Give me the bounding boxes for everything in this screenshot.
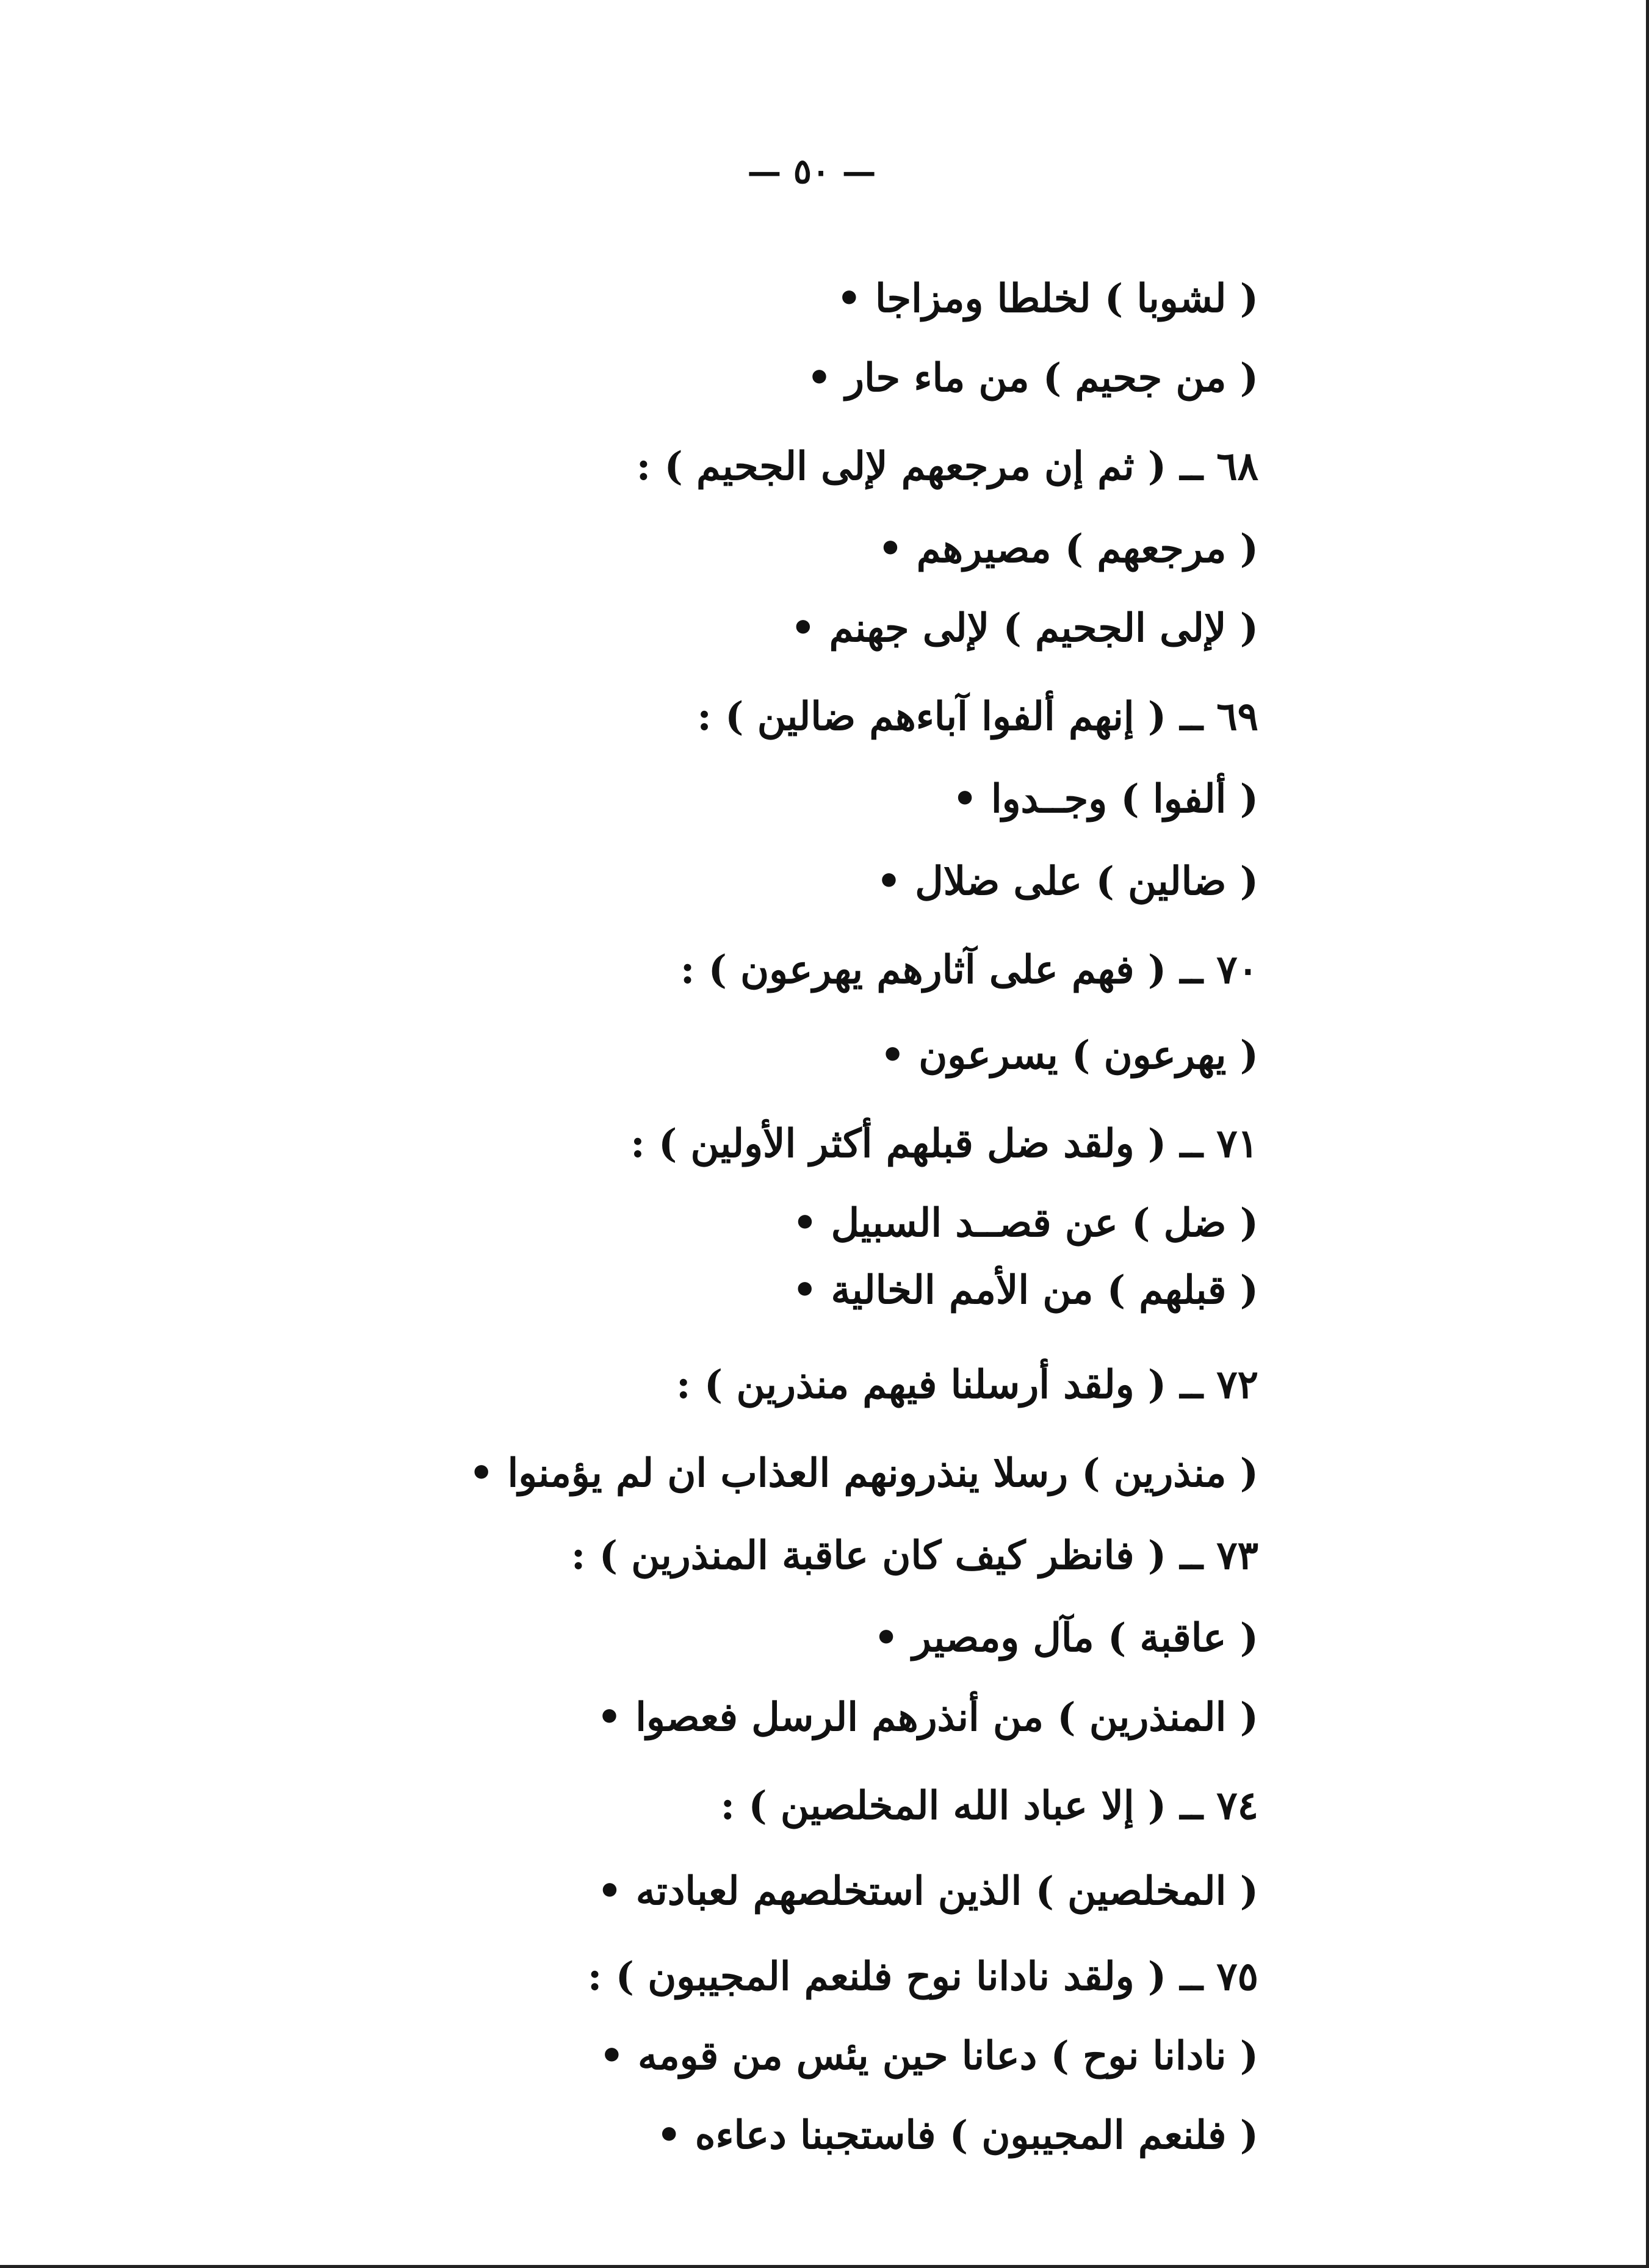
text-line: ( منذرين ) رسلا ينذرونهم العذاب ان لم يؤمنوا •: [469, 1450, 1258, 1496]
text-line: ( عاقبة ) مآل ومصير •: [873, 1615, 1258, 1661]
text-line: ( لإلى الجحيم ) لإلى جهنم •: [790, 605, 1258, 651]
text-line: ( يهرعون ) يسرعون •: [880, 1032, 1258, 1078]
text-line: ٧٤ ــ ( إلا عباد الله المخلصين ) :: [720, 1783, 1258, 1829]
text-line: ( ضل ) عن قصــد السبيل •: [792, 1200, 1258, 1246]
text-line: ( ألفوا ) وجــدوا •: [952, 776, 1258, 822]
page-number: — ٥٠ —: [747, 151, 876, 192]
text-line: ٦٩ ــ ( إنهم ألفوا آباءهم ضالين ) :: [697, 694, 1258, 740]
text-line: ٧٠ ــ ( فهم على آثارهم يهرعون ) :: [680, 947, 1258, 993]
text-line: ( قبلهم ) من الأمم الخالية •: [792, 1267, 1258, 1313]
text-line: ٧١ ــ ( ولقد ضل قبلهم أكثر الأولين ) :: [630, 1121, 1258, 1167]
text-line: ٧٢ ــ ( ولقد أرسلنا فيهم منذرين ) :: [676, 1362, 1258, 1408]
text-line: ( نادانا نوح ) دعانا حين يئس من قومه •: [599, 2033, 1258, 2079]
text-line: ( ضالين ) على ضلال •: [876, 859, 1258, 904]
text-line: ٧٣ ــ ( فانظر كيف كان عاقبة المنذرين ) :: [571, 1533, 1258, 1579]
text-line: ( المخلصين ) الذين استخلصهم لعبادته •: [597, 1868, 1258, 1914]
text-line: ( المنذرين ) من أنذرهم الرسل فعصوا •: [597, 1694, 1258, 1740]
text-line: ( مرجعهم ) مصيرهم •: [878, 526, 1258, 572]
text-line: ٧٥ ــ ( ولقد نادانا نوح فلنعم المجيبون ) :: [587, 1954, 1258, 2000]
text-line: ( من جحيم ) من ماء حار •: [806, 355, 1258, 401]
text-line: ( فلنعم المجيبون ) فاستجبنا دعاءه •: [656, 2112, 1258, 2158]
text-line: ٦٨ ــ ( ثم إن مرجعهم لإلى الجحيم ) :: [636, 444, 1258, 489]
text-line: ( لشوبا ) لخلطا ومزاجا •: [836, 276, 1258, 322]
